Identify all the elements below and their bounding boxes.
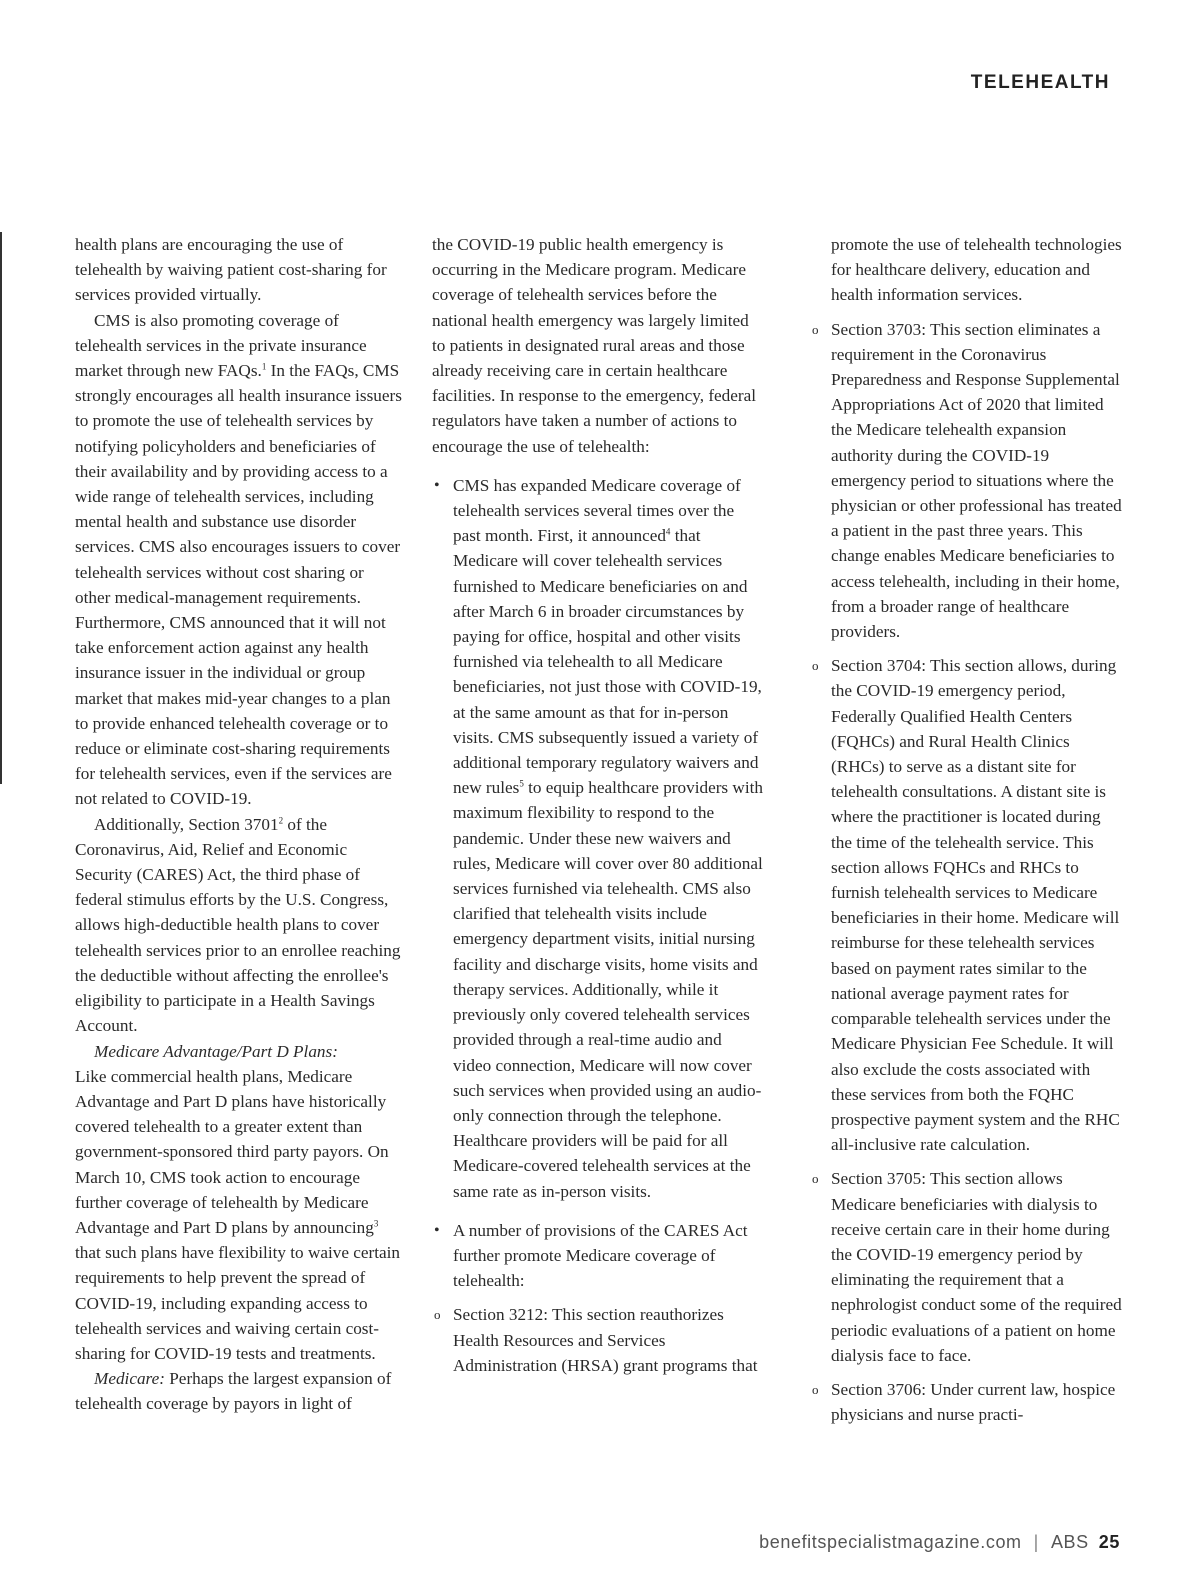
subheading-text: Medicare Advantage/Part D Plans: — [94, 1041, 338, 1061]
sub-bullet-item — [810, 1377, 1122, 1427]
left-edge-rule — [0, 232, 2, 784]
paragraph: the COVID-19 public health emergency is occurring in the Medicare program. Medicare coverage of telehealth services before the national health emergency was largely limited to patients in designated rural areas and those already receiving care in certain healthcare facilities. In response to the emergency, federal regulators have taken a number of actions to encourage the use of telehealth: — [432, 235, 757, 456]
paragraph — [75, 812, 403, 1039]
footer-publication: ABS — [1050, 1532, 1089, 1552]
sub-bullet-marker: o — [812, 321, 819, 337]
paragraph-text: of the Coronavirus, Aid, Relief and Economic Security (CARES) Act, the third phase of federal stimulus efforts by the U.S. Congress, allows high-deductible health plans to cover telehealth services prior to an enrollee reaching the deductible without affecting the enrollee's eligibility to participate in a Health Savings Account. — [75, 814, 401, 1036]
paragraph: health plans are encouraging the use of telehealth by waiving patient cost-sharing for services provided virtually. — [75, 235, 387, 305]
bullet-text: A number of provisions of the CARES Act further promote Medicare coverage of telehealth: — [453, 1220, 748, 1291]
footnote-ref: 2 — [278, 814, 284, 825]
paragraph-text: Additionally, Section 3701 — [94, 814, 279, 834]
sub-bullet-text: Section 3703: This section eliminates a requirement in the Coronavirus Preparedness and Response Supplemental Appropriations Act of 2020 that limited the Medicare telehealth expansion authority during the COVID-19 emergency period to situations where the physician or other professional has treated a patient in the past three years. This change enables Medicare beneficiaries to access telehealth, including in their home, from a broader range of healthcare providers. — [831, 319, 1122, 642]
sub-bullet-marker: o — [812, 1381, 819, 1397]
bullet-text: that Medicare will cover telehealth services furnished to Medicare beneficiaries on and after March 6 in broader circumstances by paying for office, hospital and other visits furnished via telehealth to all Medicare beneficiaries, not just those with COVID-19, at the same amount as that for in-person visits. CMS subsequently issued a variety of additional temporary regulatory waivers and new rules — [453, 526, 762, 798]
footer-separator: | — [1033, 1532, 1039, 1552]
subheading — [75, 1039, 403, 1064]
footnote-ref: 1 — [261, 361, 267, 372]
footnote-ref: 5 — [519, 778, 524, 789]
paragraph — [75, 1366, 403, 1416]
sub-bullet-continuation — [810, 232, 1122, 308]
column-3 — [810, 232, 1122, 1427]
bullet-item — [432, 473, 764, 1204]
bullet-text: CMS has expanded Medicare coverage of telehealth services several times over the past month. First, it announced — [453, 475, 741, 546]
sub-bullet-text: Section 3706: Under current law, hospice physicians and nurse practi- — [831, 1379, 1116, 1425]
paragraph-text: Perhaps the largest expansion of telehealth coverage by payors in light of — [75, 1369, 392, 1414]
paragraph — [75, 1064, 403, 1366]
paragraph — [75, 308, 403, 812]
page-footer — [759, 1532, 1120, 1553]
sub-bullet-text: Section 3705: This section allows Medicare beneficiaries with dialysis to receive certain care in their home during the COVID-19 emergency period by eliminating the requirement that a nephrologist conduct some of the required periodic evaluations of a patient on home dialysis face to face. — [831, 1169, 1122, 1365]
footer-site-link[interactable]: benefitspecialistmagazine.com — [759, 1532, 1022, 1552]
column-2 — [432, 232, 764, 1378]
footnote-ref: 3 — [373, 1218, 379, 1229]
sub-bullet-text: Section 3212: This section reauthorizes Health Resources and Services Administration (HRSA) grant programs that — [453, 1305, 758, 1375]
sub-bullet-marker: o — [434, 1307, 441, 1323]
paragraph-text: Like commercial health plans, Medicare Advantage and Part D plans have historically covered telehealth to a greater extent than government-sponsored third party payors. On March 10, CMS took action to encourage further coverage of telehealth by Medicare Advantage and Part D plans by announcing — [75, 1066, 389, 1237]
inline-heading: Medicare: — [94, 1369, 165, 1389]
section-header: TELEHEALTH — [970, 72, 1110, 93]
sub-bullet-item — [810, 1166, 1122, 1368]
sub-bullet-item — [810, 317, 1122, 645]
sub-bullet-text: promote the use of telehealth technologies for healthcare delivery, education and health information services. — [831, 235, 1122, 305]
page-number: 25 — [1098, 1532, 1120, 1552]
sub-bullet-text: Section 3704: This section allows, during the COVID-19 emergency period, Federally Qualified Health Centers (FQHCs) and Rural Health Clinics (RHCs) to serve as a distant site for telehealth consultations. A distant site is where the practitioner is located during the time of the telehealth service. This section allows FQHCs and RHCs to furnish telehealth services to Medicare beneficiaries in their home. Medicare will reimburse for these telehealth services based on payment rates similar to the national average payment rates for comparable telehealth services under the Medicare Physician Fee Schedule. It will also exclude the costs associated with these services from both the FQHC prospective payment system and the RHC all-inclusive rate calculation. — [831, 656, 1120, 1155]
sub-bullet-item — [432, 1302, 764, 1378]
column-1 — [75, 232, 403, 1417]
paragraph-text: In the FAQs, CMS strongly encourages all health insurance issuers to promote the use of telehealth services by notifying policyholders and beneficiaries of their availability and by providing access to a wide range of telehealth services, including mental health and substance use disorder services. CMS also encourages issuers to cover telehealth services without cost sharing or other medical-management requirements. Furthermore, CMS announced that it will not take enforcement action against any health insurance issuer in the individual or group market that makes mid-year changes to a plan to provide enhanced telehealth coverage or to reduce or eliminate cost-sharing requirements for telehealth services, even if the services are not related to COVID-19. — [75, 361, 402, 809]
sub-bullet-marker: o — [812, 1171, 819, 1187]
sub-bullet-marker: o — [812, 658, 819, 674]
sub-bullet-item — [810, 653, 1122, 1157]
footnote-ref: 4 — [665, 526, 671, 537]
paragraph-text: that such plans have flexibility to waive certain requirements to help prevent the spread of COVID-19, including expanding access to telehealth services and waiving certain cost-sharing for COVID-19 tests and treatments. — [75, 1243, 401, 1363]
bullet-text: to equip healthcare providers with maximum flexibility to respond to the pandemic. Under these new waivers and rules, Medicare will cover over 80 additional services furnished via telehealth. CMS also clarified that telehealth visits include emergency department visits, initial nursing facility and discharge visits, home visits and therapy services. Additionally, while it previously only covered telehealth services provided through a real-time audio and video connection, Medicare will now cover such services when provided using an audio-only connection through the telephone. Healthcare providers will be paid for all Medicare-covered telehealth services at the same rate as in-person visits. — [453, 778, 763, 1201]
bullet-item — [432, 1218, 764, 1294]
paragraph-text: CMS is also promoting coverage of telehealth services in the private insurance market through new FAQs. — [75, 310, 367, 381]
